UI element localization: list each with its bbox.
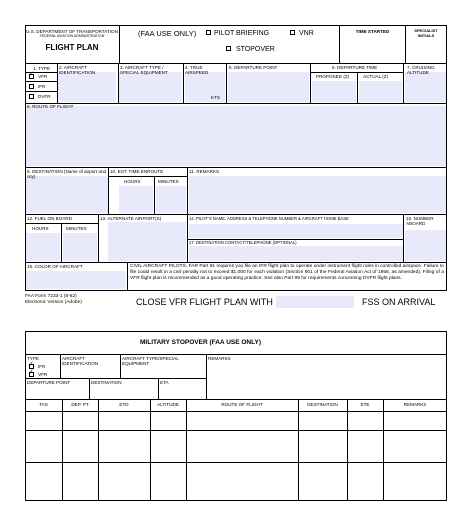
col-tas: TAS (39, 402, 48, 407)
col-ete: ETE (360, 402, 370, 407)
col-destination: DESTINATION (307, 402, 338, 407)
col-etd: ETD (119, 402, 129, 407)
destination-label: 9. DESTINATION (Name of airport and city) (27, 169, 107, 179)
military-ifr-check: ✓ (28, 361, 34, 368)
col-dep-pt: DEP. PT (71, 402, 89, 407)
est-time-enroute-label: 10. EST. TIME ENROUTE (110, 169, 164, 174)
cruising-altitude-label: 7. CRUISING ALTITUDE (407, 65, 435, 75)
stopover-checkbox[interactable] (226, 46, 231, 51)
kts-label: KTS (211, 95, 220, 100)
type-dvfr-checkbox[interactable] (29, 94, 34, 99)
vnr-checkbox[interactable] (290, 30, 295, 35)
military-eta-label: ETA (160, 380, 169, 385)
type-vfr-check: ✓ (28, 71, 34, 78)
type-vfr-label: VFR (38, 74, 48, 79)
fss-on-arrival-text: FSS ON ARRIVAL (362, 297, 436, 307)
specialist-initials-label: SPECIALIST INITIALS (414, 28, 438, 38)
close-vfr-text: CLOSE VFR FLIGHT PLAN WITH (136, 297, 273, 307)
pilot-briefing-checkbox[interactable] (206, 30, 211, 35)
pilot-info-label: 14. PILOT'S NAME, ADDRESS & TELEPHONE NUMBER & AIRCRAFT HOME BASE (189, 216, 349, 221)
type-dvfr-label: DVFR (38, 94, 51, 99)
departure-point-label: 5. DEPARTURE POINT (229, 65, 278, 70)
remarks-label: 11. REMARKS (189, 169, 220, 174)
military-title: MILITARY STOPOVER (FAA USE ONLY) (140, 339, 261, 346)
number-aboard-label: 15. NUMBER ABOARD (406, 216, 434, 226)
col-altitude: ALTITUDE (157, 402, 179, 407)
ete-minutes-label: MINUTES (158, 179, 179, 184)
aircraft-type-label: 3. AIRCRAFT TYPE / SPECIAL EQUIPMENT (120, 65, 168, 75)
col-route-of-flight: ROUTE OF FLIGHT (221, 402, 263, 407)
route-of-flight-label: 8. ROUTE OF FLIGHT (27, 104, 74, 109)
type-ifr-checkbox[interactable] (29, 84, 34, 89)
fuel-minutes-label: MINUTES (66, 226, 87, 231)
aircraft-id-label: 2. AIRCRAFT IDENTIFICATION (59, 65, 96, 75)
field-fss[interactable] (276, 296, 354, 308)
electronic-version: Electronic Version (Adobe) (25, 300, 82, 305)
time-started-label: TIME STARTED (355, 29, 390, 34)
agency-line2: FEDERAL AVIATION ADMINISTRATION (39, 34, 105, 38)
col-remarks: REMARKS (403, 402, 427, 407)
agency-line1: U.S. DEPARTMENT OF TRANSPORTATION (26, 29, 118, 34)
destination-contact-label: 17. DESTINATION CONTACT/TELEPHONE (OPTIONAL) (189, 240, 297, 245)
fuel-hours-label: HOURS (32, 226, 49, 231)
military-aircraft-id-label: AIRCRAFT IDENTIFICATION (62, 356, 99, 366)
faa-use-only: (FAA USE ONLY) (138, 29, 197, 38)
departure-time-label: 6. DEPARTURE TIME (332, 65, 378, 70)
military-remarks-label: REMARKS (208, 356, 231, 361)
form-number: FAA Form 7233-1 (8-82) (25, 294, 77, 299)
actual-label: ACTUAL (Z) (363, 74, 389, 79)
ete-hours-label: HOURS (124, 179, 141, 184)
military-vfr-check: ✓ (28, 369, 34, 376)
type-ifr-label: IFR (38, 84, 46, 89)
stopover-label: STOPOVER (236, 46, 275, 53)
alternate-airports-label: 13. ALTERNATE AIRPORT(S) (100, 216, 162, 221)
vnr-label: VNR (299, 30, 314, 37)
true-airspeed-label: 4. TRUE AIRSPEED (185, 65, 209, 75)
military-destination-label: DESTINATION (91, 380, 122, 385)
pilot-briefing-label: PILOT BRIEFING (214, 30, 270, 35)
color-of-aircraft-label: 16. COLOR OF AIRCRAFT (27, 264, 83, 269)
civil-pilots-notice: CIVIL AIRCRAFT PILOTS. FAR Part 91 requires you file an IFR flight plan to operate under instrument flight rules in controlled airspace. Failure to file could result in a civil penalty not to exceed $1,000 for each violation (Section 901 of the Federal Aviation Act of 1958, as amended). Filing of a VFR flight plan is recommended as a good operating practice. See also Part 99 for requirements concerning DVFR flight plans. (130, 264, 444, 281)
form-title: FLIGHT PLAN (45, 43, 99, 52)
military-aircraft-type-label: AIRCRAFT TYPE/SPECIAL EQUIPMENT (122, 356, 179, 366)
military-ifr-label: IFR (38, 364, 46, 369)
military-departure-point-label: DEPARTURE POINT (27, 380, 71, 385)
proposed-label: PROPOSED (Z) (316, 74, 350, 79)
fuel-on-board-label: 12. FUEL ON BOARD (27, 216, 73, 221)
military-vfr-label: VFR (38, 372, 48, 377)
type-label: 1. TYPE (33, 66, 51, 71)
military-type-label: TYPE (27, 356, 39, 361)
